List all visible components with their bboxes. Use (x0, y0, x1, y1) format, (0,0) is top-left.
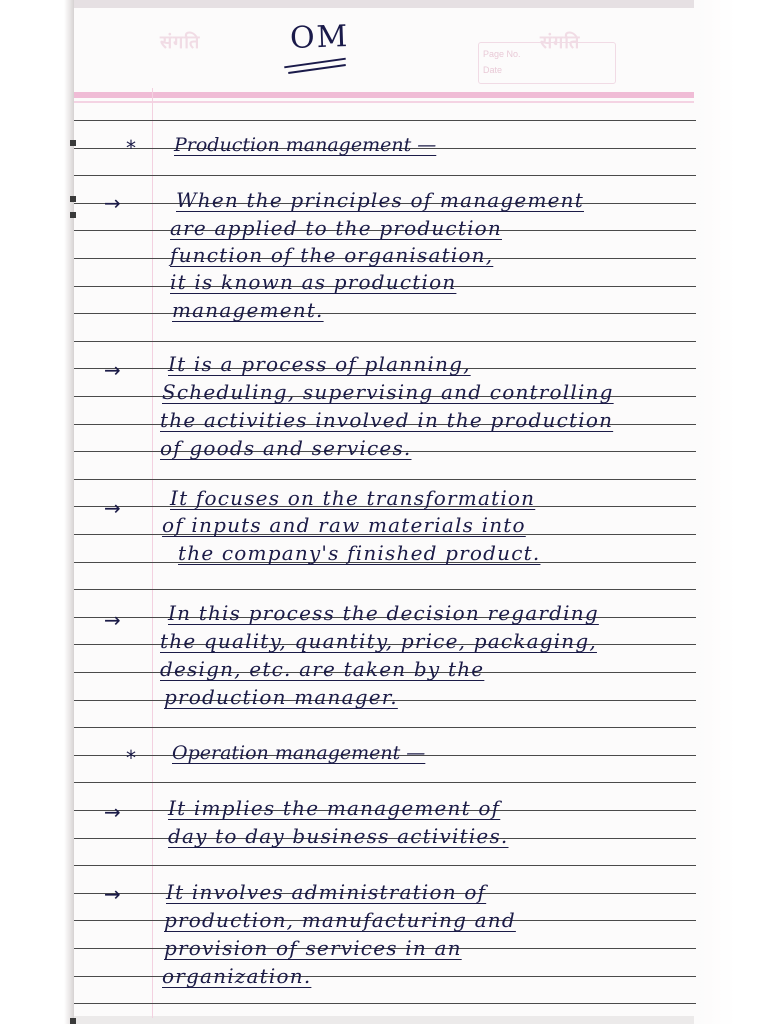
ruled-line (74, 865, 696, 866)
note-line: production, manufacturing and (164, 908, 516, 932)
page-right-edge (696, 0, 768, 1024)
note-line: day to day business activities. (168, 824, 509, 848)
ruled-line (74, 341, 696, 342)
ruled-line (74, 589, 696, 590)
page-bottom-edge (74, 1016, 694, 1024)
note-line: It involves administration of (166, 880, 487, 904)
header-margin-line (74, 92, 694, 98)
arrow-bullet: → (104, 800, 121, 824)
note-line: When the principles of management (176, 188, 584, 212)
arrow-bullet: → (104, 358, 121, 382)
ruled-line (74, 782, 696, 783)
binding-hole-mark (70, 196, 76, 202)
note-line: management. (172, 298, 324, 322)
note-line: function of the organisation, (170, 243, 494, 267)
brand-watermark-right: संगति (540, 32, 581, 52)
page-left-edge (0, 0, 74, 1024)
page-top-edge (74, 0, 694, 8)
left-margin-line (152, 88, 153, 1018)
arrow-bullet: → (104, 496, 121, 520)
note-line: In this process the decision regarding (168, 601, 599, 625)
note-line: It implies the management of (168, 796, 501, 820)
binding-hole-mark (70, 212, 76, 218)
note-line: of inputs and raw materials into (162, 513, 526, 537)
page-title: OM (289, 18, 350, 57)
note-line: It focuses on the transformation (170, 486, 536, 510)
note-line: it is known as production (170, 270, 457, 294)
note-line: organization. (162, 964, 312, 988)
bullet-star: * (126, 746, 136, 770)
brand-watermark-left: संगति (160, 32, 201, 52)
note-line: production manager. (164, 685, 398, 709)
page-number-box (478, 42, 616, 84)
section-heading: Operation management — (172, 742, 426, 764)
page-no-label: Page No. (483, 49, 521, 59)
arrow-bullet: → (104, 882, 121, 906)
header-margin-line (74, 101, 694, 103)
ruled-line (74, 313, 696, 314)
ruled-line (74, 1003, 696, 1004)
note-line: the activities involved in the production (160, 408, 614, 432)
binding-hole-mark (70, 1018, 76, 1024)
note-line: are applied to the production (170, 216, 502, 240)
note-line: Scheduling, supervising and controlling (162, 380, 614, 404)
arrow-bullet: → (104, 191, 121, 215)
ruled-line (74, 120, 696, 121)
arrow-bullet: → (104, 608, 121, 632)
section-heading: Production management — (174, 134, 437, 156)
bullet-star: * (126, 136, 136, 160)
note-line: It is a process of planning, (168, 352, 471, 376)
note-line: of goods and services. (160, 436, 412, 460)
note-line: provision of services in an (164, 936, 462, 960)
binding-hole-mark (70, 140, 76, 146)
ruled-line (74, 727, 696, 728)
note-line: the company's finished product. (178, 541, 541, 565)
note-line: the quality, quantity, price, packaging, (160, 629, 597, 653)
ruled-line (74, 175, 696, 176)
date-label: Date (483, 65, 503, 75)
note-line: design, etc. are taken by the (160, 657, 485, 681)
ruled-line (74, 479, 696, 480)
